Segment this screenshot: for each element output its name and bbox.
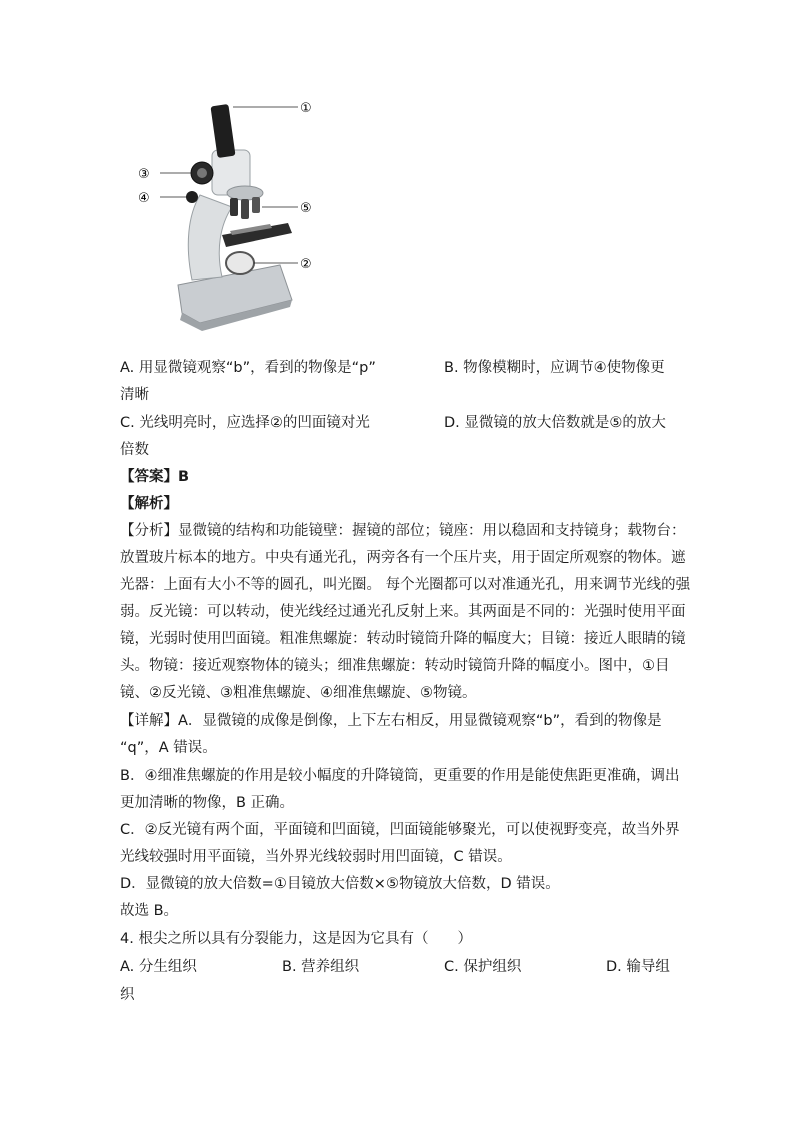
detail-line: D．显微镜的放大倍数=①目镜放大倍数×⑤物镜放大倍数，D 错误。 <box>120 876 560 892</box>
reflector-mirror <box>226 252 254 274</box>
detail-line: 更加清晰的物像，B 正确。 <box>120 795 295 811</box>
option-b-line2: 清晰 <box>120 387 149 403</box>
question-4-stem: 4. 根尖之所以具有分裂能力，这是因为它具有（ ） <box>120 931 472 947</box>
fine-focus-knob <box>186 191 198 203</box>
option-d-line1: D. 显微镜的放大倍数就是⑤的放大 <box>444 415 666 431</box>
detail-line: 光线较强时用平面镜，当外界光线较弱时用凹面镜，C 错误。 <box>120 849 512 865</box>
figure-label-1: ① <box>300 101 312 116</box>
analysis-line: 放置玻片标本的地方。中央有通光孔，两旁各有一个压片夹，用于固定所观察的物体。遮 <box>120 550 686 566</box>
option-a: A. 用显微镜观察“b”，看到的物像是“p” <box>120 360 376 376</box>
option-c: C. 光线明亮时，应选择②的凹面镜对光 <box>120 415 370 431</box>
analysis-line: 光器：上面有大小不等的圆孔，叫光圈。 每个光圈都可以对准通光孔，用来调节光线的强 <box>120 577 691 593</box>
conclusion-line: 故选 B。 <box>120 903 179 919</box>
eyepiece <box>210 104 235 158</box>
objective-lens <box>230 198 238 216</box>
question-4-option-a: A. 分生组织 <box>120 959 197 975</box>
detail-line: “q”，A 错误。 <box>120 740 217 756</box>
analysis-line: 弱。反光镜：可以转动，使光线经过通光孔反射上来。其两面是不同的：光强时使用平面 <box>120 604 686 620</box>
detail-line: B．④细准焦螺旋的作用是较小幅度的升降镜筒，更重要的作用是能使焦距更准确，调出 <box>120 768 680 784</box>
detail-line: 【详解】A．显微镜的成像是倒像，上下左右相反，用显微镜观察“b”，看到的物像是 <box>120 713 662 729</box>
question-4-option-d-line2: 织 <box>120 987 135 1003</box>
option-b-line1: B. 物像模糊时，应调节④使物像更 <box>444 360 665 376</box>
answer-label: 【答案】B <box>120 469 190 485</box>
figure-label-4: ④ <box>138 191 150 206</box>
figure-label-3: ③ <box>138 167 150 182</box>
analysis-line: 镜、②反光镜、③粗准焦螺旋、④细准焦螺旋、⑤物镜。 <box>120 685 477 701</box>
microscope-figure <box>130 95 330 335</box>
detail-line: C．②反光镜有两个面，平面镜和凹面镜，凹面镜能够聚光，可以使视野变亮，故当外界 <box>120 822 680 838</box>
analysis-line: 头。物镜：接近观察物体的镜头；细准焦螺旋：转动时镜筒升降的幅度小。图中，①目 <box>120 658 670 674</box>
figure-label-5: ⑤ <box>300 201 312 216</box>
question-4-option-c: C. 保护组织 <box>444 959 522 975</box>
figure-label-2: ② <box>300 257 312 272</box>
analysis-label: 【解析】 <box>120 496 178 512</box>
question-4-option-d-line1: D. 输导组 <box>606 959 670 975</box>
option-d-line2: 倍数 <box>120 442 149 458</box>
question-4-option-b: B. 营养组织 <box>282 959 360 975</box>
analysis-line: 【分析】显微镜的结构和功能镜壁：握镜的部位；镜座：用以稳固和支持镜身；载物台： <box>120 523 686 539</box>
analysis-line: 镜，光弱时使用凹面镜。粗准焦螺旋：转动时镜筒升降的幅度大；目镜：接近人眼睛的镜 <box>120 631 686 647</box>
